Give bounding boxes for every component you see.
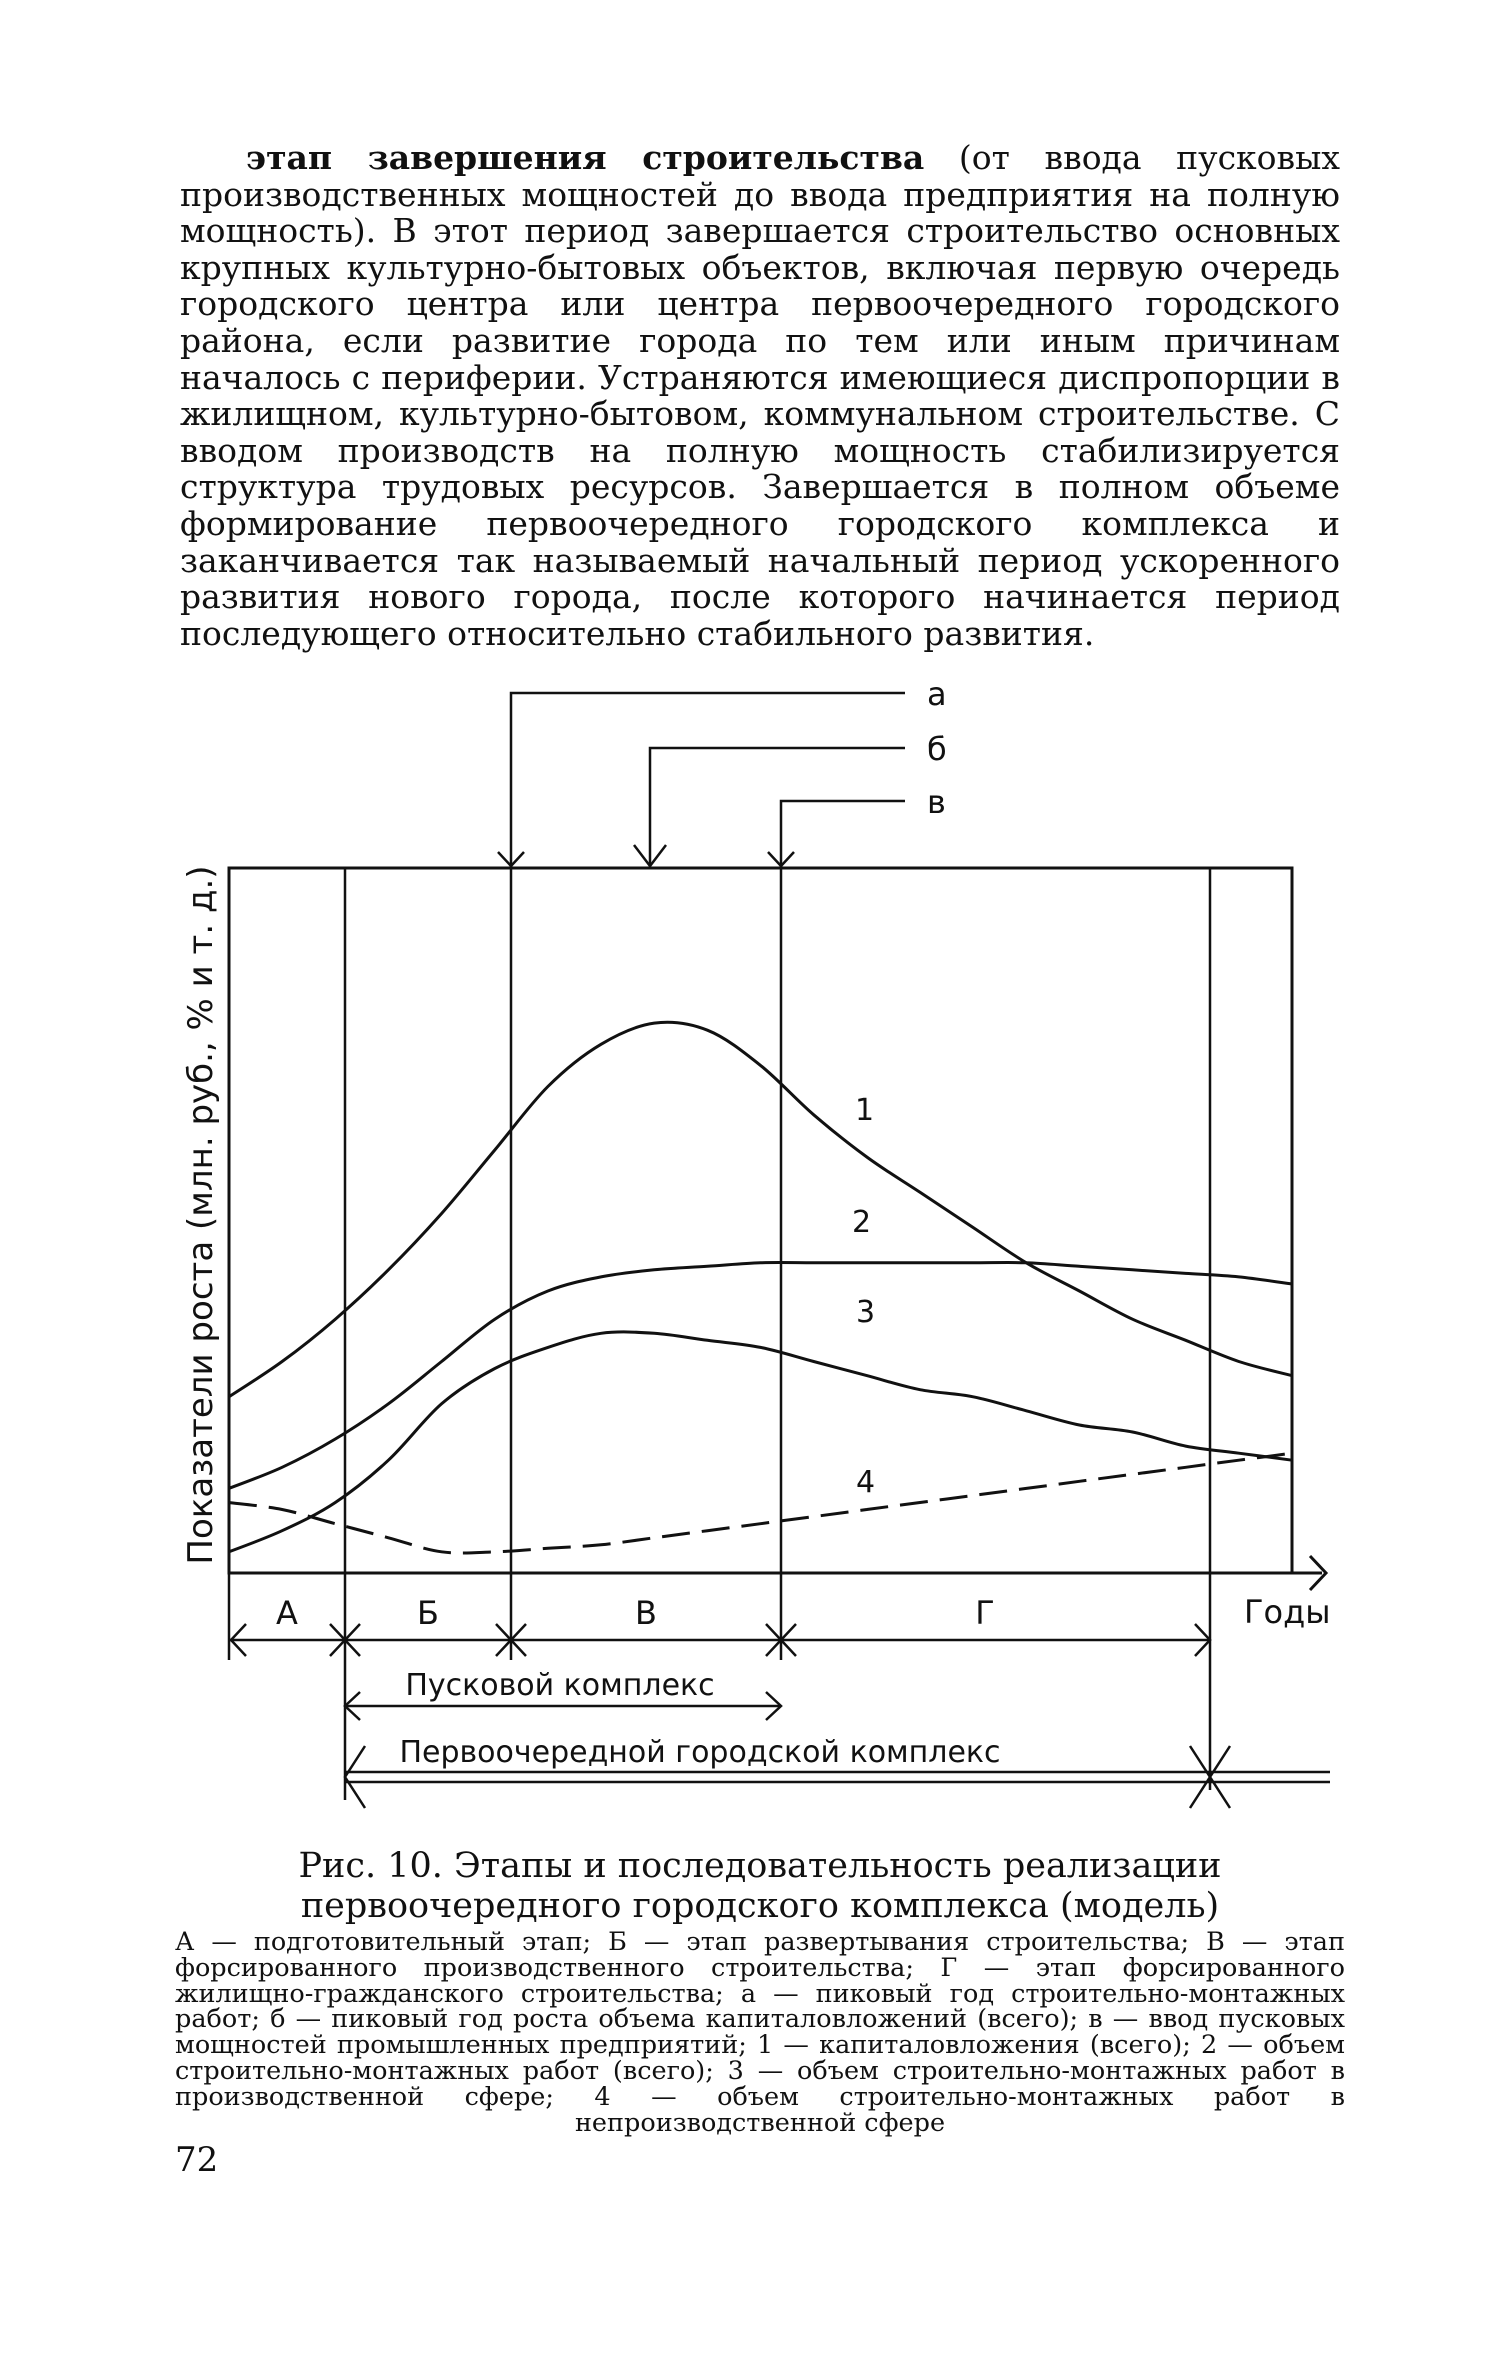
x-axis-label: Годы xyxy=(1244,1593,1331,1631)
stage-label-v: В xyxy=(635,1594,657,1632)
curve-label-2: 2 xyxy=(852,1205,872,1240)
stage-label-b: Б xyxy=(417,1594,439,1632)
series-line-1 xyxy=(229,1022,1292,1397)
marker-c-label: в xyxy=(927,783,946,821)
paragraph-lead: этап завершения строительства xyxy=(246,138,925,177)
primary-span-label: Первоочередной городской комплекс xyxy=(399,1735,1001,1770)
marker-b-leader xyxy=(650,748,905,865)
figure-caption-title: Рис. 10. Этапы и последовательность реализации первоочередного городского комплекса (модель) xyxy=(298,1846,1222,1926)
launch-span-label: Пусковой комплекс xyxy=(405,1668,715,1703)
y-axis-label: Показатели роста (млн. руб., % и т. д.) xyxy=(181,865,221,1565)
plot-frame xyxy=(229,868,1292,1573)
series-line-4 xyxy=(229,1453,1292,1553)
figure-legend: А — подготовительный этап; Б — этап развертывания строительства; В — этап форсированного производственного строительства; Г — этап форсированного жилищно-гражданского строительства; а — пиковый год строительно-монтажных работ; б — пиковый год роста объема капиталовложений (всего); в — ввод пусковых мощностей промышленных предприятий; 1 — капиталовложения (всего); 2 — объем строительно-монтажных работ (всего); 3 — объем строительно-монтажных работ в производственной сфере; 4 — объем строительно-монтажных работ в непроизводственной сфере xyxy=(175,1927,1345,2138)
curves-group xyxy=(229,1022,1292,1553)
marker-c-leader xyxy=(781,801,905,868)
marker-a-label: а xyxy=(927,675,947,713)
series-line-3 xyxy=(229,1332,1292,1552)
stage-label-g: Г xyxy=(975,1594,995,1632)
primary-span-left-arrow xyxy=(345,1746,365,1808)
paragraph-body: (от ввода пусковых производственных мощностей до ввода предприятия на полную мощность). В этот период завершается строительство основных крупных культурно-бытовых объектов, включая первую очередь городского центра или центра первоочередного городского района, если развитие города по тем или иным причинам началось с периферии. Устраняются имеющиеся диспропорции в жилищном, культурно-бытовом, коммунальном строительстве. С вводом производств на полную мощность стабилизируется структура трудовых ресурсов. Завершается в полном объеме формирование первоочередного городского комплекса и заканчивается так называемый начальный период ускоренного развития нового города, после которого начинается период последующего относительно стабильного развития. xyxy=(180,138,1341,653)
primary-span-right-arrow xyxy=(1190,1746,1210,1808)
primary-span-continue-arrow xyxy=(1210,1746,1230,1808)
series-line-2 xyxy=(229,1263,1292,1489)
curve-label-4: 4 xyxy=(856,1465,876,1500)
page-number: 72 xyxy=(175,2140,219,2180)
stage-label-a: А xyxy=(276,1594,298,1632)
marker-a-leader xyxy=(511,693,905,868)
marker-b-label: б xyxy=(927,730,947,768)
curve-label-1: 1 xyxy=(855,1093,875,1128)
curve-label-3: 3 xyxy=(856,1295,876,1330)
